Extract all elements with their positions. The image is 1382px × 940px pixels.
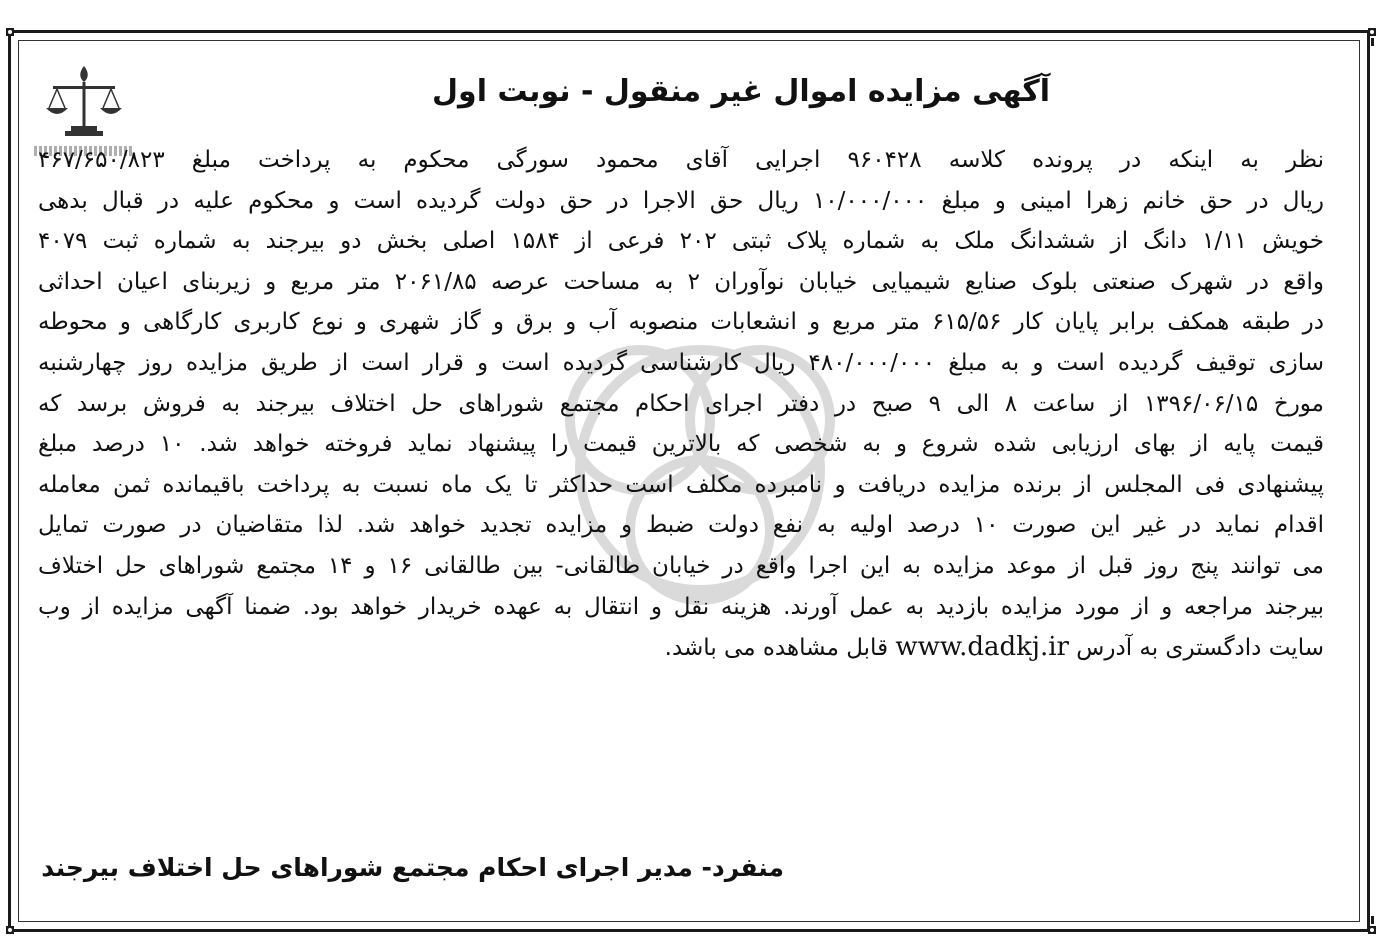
notice-body: [38, 140, 1324, 668]
website-outro: قابل مشاهده می باشد.: [664, 635, 889, 662]
website-intro: سایت دادگستری به آدرس: [1076, 635, 1324, 662]
body-line: پیشنهادی فی المجلس از برنده مزایده دریافت و نامبرده مکلف است حداکثر تا یک ماه نسبت به پرداخت باقیمانده ثمن معامله: [38, 471, 1324, 498]
body-line: سازی توقیف گردیده است و به مبلغ ۴۸۰/۰۰۰/۰۰۰ ریال کارشناسی گردیده است و قرار است از طریق مزایده روز چهارشنبه: [38, 349, 1324, 376]
website-link[interactable]: www.dadkj.ir: [895, 632, 1069, 663]
body-line: قیمت پایه از بهای ارزیابی شده شروع و به شخصی که بالاترین قیمت را پیشنهاد نماید فروخته خواهد شد. ۱۰ درصد مبلغ: [38, 431, 1324, 458]
body-line: خویش ۱/۱۱ دانگ از ششدانگ ملک به شماره پلاک ثبتی ۲۰۲ فرعی از ۱۵۸۴ اصلی بخش دو بیرجند به شماره ثبت ۴۰۷۹: [38, 228, 1324, 255]
corner-ornament-icon: [4, 26, 26, 48]
body-line: در طبقه همکف برابر پایان کار ۶۱۵/۵۶ متر مربع و انشعابات منصوبه آب و برق و گاز شهری و نوع کاربری کارگاهی و محوطه: [38, 309, 1324, 336]
body-line: ریال در حق خانم زهرا امینی و مبلغ ۱۰/۰۰۰/۰۰۰ ریال حق الاجرا در حق دولت گردیده است و محکوم علیه در قبال بدهی: [38, 187, 1324, 214]
body-line: می توانند پنج روز قبل از موعد مزایده به این اجرا واقع در خیابان طالقانی- بین طالقانی ۱۶ و ۱۴ مجتمع شوراهای حل اختلاف: [38, 552, 1324, 579]
signature: منفرد- مدیر اجرای احکام مجتمع شوراهای حل اختلاف بیرجند: [41, 853, 784, 882]
body-line: اقدام نماید در غیر این صورت ۱۰ درصد اولیه به نفع دولت ضبط و مزایده تجدید خواهد شد. لذا متقاضیان در صورت تمایل: [38, 512, 1324, 539]
body-line-last: [38, 627, 1324, 668]
body-line: واقع در شهرک صنعتی بلوک صنایع شیمیایی خیابان نوآوران ۲ به مساحت عرصه ۲۰۶۱/۸۵ متر مربع و زیربنای اعیان احداثی: [38, 268, 1324, 295]
body-line: بیرجند مراجعه و از مورد مزایده بازدید به عمل آورند. هزینه نقل و انتقال به عهده خریدار خواهد بود. ضمنا آگهی مزایده از وب: [38, 593, 1324, 620]
notice-title: آگهی مزایده اموال غیر منقول - نوبت اول: [432, 74, 1050, 109]
body-line: نظر به اینکه در پرونده کلاسه ۹۶۰۴۲۸ اجرایی آقای محمود سورگی محکوم به پرداخت مبلغ ۴۶۷/۶۵۰/۸۲۳: [38, 147, 1324, 173]
corner-ornament-icon: [1356, 914, 1378, 936]
corner-ornament-icon: [4, 914, 26, 936]
body-line: مورخ ۱۳۹۶/۰۶/۱۵ از ساعت ۸ الی ۹ صبح در دفتر اجرای احکام مجتمع شوراهای حل اختلاف بیرجند به فروش برسد که: [38, 390, 1324, 417]
corner-ornament-icon: [1356, 26, 1378, 48]
